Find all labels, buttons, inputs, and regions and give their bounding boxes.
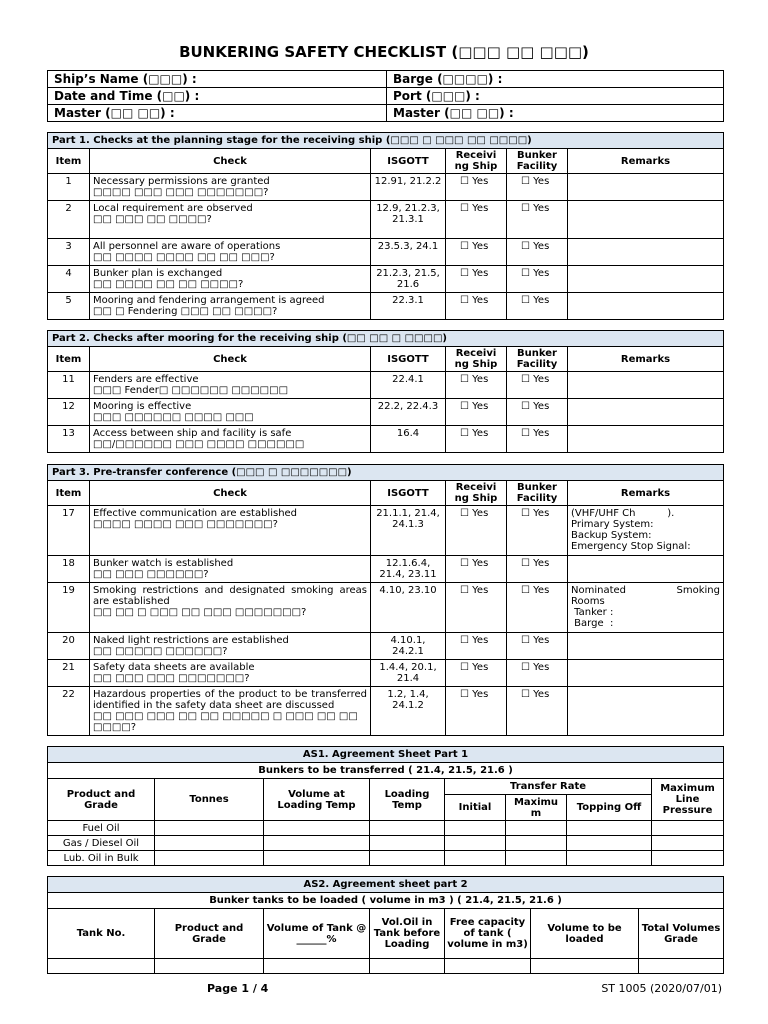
item-number: 1 [48,174,90,201]
check-ko: □□/□□□□□□ □□□ □□□□ □□□□□□ [93,439,305,450]
checklist-row [48,556,724,583]
check-ko: □□□□ □□□□ □□□ □□□□□□□? [93,519,278,530]
check-text [90,426,371,453]
remarks-cell[interactable] [568,687,724,736]
remarks-cell[interactable] [568,583,724,633]
remarks-cell[interactable] [568,556,724,583]
as1-cell[interactable] [506,821,567,836]
item-number: 5 [48,293,90,320]
check-text [90,399,371,426]
check-en: Bunker watch is established [93,558,234,569]
receiving-yes-checkbox[interactable]: ☐ Yes [446,660,507,687]
as1-col-rate: Transfer Rate [445,779,652,795]
as2-cell[interactable] [639,959,724,974]
as1-col-initial: Initial [445,795,506,821]
remarks-cell[interactable] [568,633,724,660]
checklist-row [48,266,724,293]
check-text [90,293,371,320]
check-text [90,372,371,399]
as2-cell[interactable] [531,959,639,974]
checklist-row [48,201,724,239]
part3-table [47,464,724,736]
as2-col-loaded: Volume to be loaded [531,909,639,959]
part1-table [47,132,724,320]
as2-cell[interactable] [264,959,370,974]
isgott-ref: 21.2.3, 21.5, 21.6 [371,266,446,293]
as2-col-free: Free capacity of tank ( volume in m3) [445,909,531,959]
as1-cell[interactable] [567,836,652,851]
isgott-ref: 4.10.1, 24.2.1 [371,633,446,660]
check-en: Necessary permissions are granted [93,176,270,187]
item-number: 21 [48,660,90,687]
as2-col-voloil: Vol.Oil in Tank before Loading [370,909,445,959]
col-remarks: Remarks [568,347,724,372]
check-ko: □□ □□□□ □□□□ □□ □□ □□□? [93,252,275,263]
as1-cell[interactable] [652,851,724,866]
check-en: Bunker plan is exchanged [93,268,223,279]
check-text [90,174,371,201]
remarks-cell[interactable] [568,174,724,201]
item-number: 22 [48,687,90,736]
document-title: BUNKERING SAFETY CHECKLIST (□□□ □□ □□□) [179,43,589,61]
check-text [90,583,371,633]
remarks-cell[interactable] [568,660,724,687]
isgott-ref: 12.9, 21.2.3, 21.3.1 [371,201,446,239]
as2-cell[interactable] [370,959,445,974]
remarks-cell[interactable] [568,293,724,320]
bunker-yes-checkbox[interactable]: ☐ Yes [507,239,568,266]
item-number: 2 [48,201,90,239]
isgott-ref: 16.4 [371,426,446,453]
receiving-yes-checkbox[interactable]: ☐ Yes [446,201,507,239]
check-en: Smoking restrictions and designated smoking areas are established [93,585,367,607]
master-right-field[interactable]: Master (□□ □□) : [387,105,724,122]
isgott-ref: 1.4.4, 20.1, 21.4 [371,660,446,687]
isgott-ref: 21.1.1, 21.4, 24.1.3 [371,506,446,556]
as1-cell[interactable] [155,821,264,836]
as1-col-maximum: Maximu m [506,795,567,821]
check-ko: □□ □□□□ □□ □□ □□□□? [93,279,244,290]
as1-row [48,836,724,851]
remarks-cell[interactable] [568,201,724,239]
ship-info-table [47,70,724,122]
checklist-row [48,687,724,736]
check-text [90,201,371,239]
item-number: 12 [48,399,90,426]
check-text [90,506,371,556]
checklist-row [48,426,724,453]
check-en: Fenders are effective [93,374,199,385]
col-bunker-facility: Bunker Facility [507,481,568,506]
remarks-heading [571,585,720,596]
as1-row [48,821,724,836]
receiving-yes-checkbox[interactable]: ☐ Yes [446,266,507,293]
bunker-yes-checkbox[interactable]: ☐ Yes [507,633,568,660]
remarks-cell[interactable] [568,266,724,293]
receiving-yes-checkbox[interactable]: ☐ Yes [446,239,507,266]
checklist-row [48,506,724,556]
item-number: 20 [48,633,90,660]
col-isgott: ISGOTT [371,481,446,506]
isgott-ref: 12.91, 21.2.2 [371,174,446,201]
col-isgott: ISGOTT [371,149,446,174]
bunker-yes-checkbox[interactable]: ☐ Yes [507,399,568,426]
as1-cell[interactable] [567,851,652,866]
as1-cell[interactable] [445,821,506,836]
bunker-yes-checkbox[interactable]: ☐ Yes [507,372,568,399]
page-number: Page 1 / 4 [207,982,269,995]
as1-cell[interactable] [155,851,264,866]
remarks-cell[interactable] [568,426,724,453]
checklist-row [48,583,724,633]
check-ko: □□□ □□□□□□ □□□□ □□□ [93,412,254,423]
as1-cell[interactable] [506,851,567,866]
receiving-yes-checkbox[interactable]: ☐ Yes [446,506,507,556]
checklist-row [48,372,724,399]
col-check: Check [90,347,371,372]
bunker-yes-checkbox[interactable]: ☐ Yes [507,426,568,453]
remarks-line: Emergency Stop Signal: [571,541,691,552]
isgott-ref: 4.10, 23.10 [371,583,446,633]
check-text [90,660,371,687]
item-number: 17 [48,506,90,556]
checklist-row [48,239,724,266]
as2-col-volume: Volume of Tank @ ______% [264,909,370,959]
as1-row [48,851,724,866]
col-isgott: ISGOTT [371,347,446,372]
isgott-ref: 22.3.1 [371,293,446,320]
check-en: All personnel are aware of operations [93,241,281,252]
as2-col-total: Total Volumes Grade [639,909,724,959]
col-remarks: Remarks [568,149,724,174]
checklist-row [48,633,724,660]
as1-title: AS1. Agreement Sheet Part 1 [48,747,724,763]
as1-cell[interactable] [445,836,506,851]
col-remarks: Remarks [568,481,724,506]
as1-cell[interactable] [652,821,724,836]
remarks-line: Barge : [571,618,614,629]
check-en: Mooring is effective [93,401,192,412]
as1-cell[interactable] [370,821,445,836]
bunker-yes-checkbox[interactable]: ☐ Yes [507,293,568,320]
col-bunker-facility: Bunker Facility [507,347,568,372]
part3-title: Part 3. Pre-transfer conference (□□□ □ □□□□□□□) [48,465,724,481]
as2-cell[interactable] [155,959,264,974]
check-en: Local requirement are observed [93,203,253,214]
as1-cell[interactable] [264,836,370,851]
check-ko: □□□ Fender□ □□□□□□ □□□□□□ [93,385,289,396]
as1-cell[interactable] [264,821,370,836]
col-receiving-ship: Receivi ng Ship [446,481,507,506]
bunker-yes-checkbox[interactable]: ☐ Yes [507,660,568,687]
item-number: 13 [48,426,90,453]
as1-cell[interactable] [652,836,724,851]
remarks-text: Nominated [571,585,627,596]
col-item: Item [48,481,90,506]
col-check: Check [90,481,371,506]
part2-table [47,330,724,453]
remarks-cell[interactable] [568,399,724,426]
receiving-yes-checkbox[interactable]: ☐ Yes [446,372,507,399]
col-receiving-ship: Receivi ng Ship [446,347,507,372]
check-ko: □□ □□□□□ □□□□□□? [93,646,228,657]
remarks-line: Backup System: [571,530,652,541]
check-text [90,266,371,293]
barge-field[interactable]: Barge (□□□□) : [387,71,724,88]
check-ko: □□ □□□ □□□□□□? [93,569,209,580]
receiving-yes-checkbox[interactable]: ☐ Yes [446,633,507,660]
check-text [90,687,371,736]
col-receiving-ship: Receivi ng Ship [446,149,507,174]
as1-product-label: Fuel Oil [48,821,155,836]
check-ko: □□ □□ □ □□□ □□ □□□ □□□□□□□? [93,607,307,618]
as1-cell[interactable] [370,836,445,851]
date-time-field[interactable]: Date and Time (□□) : [48,88,387,105]
as2-col-product: Product and Grade [155,909,264,959]
checklist-row [48,660,724,687]
check-text [90,633,371,660]
item-number: 11 [48,372,90,399]
as1-cell[interactable] [155,836,264,851]
check-ko: □□ □□□ □□□ □□ □□ □□□□□ □ □□□ □□ □□ □□□□? [93,711,358,733]
item-number: 19 [48,583,90,633]
part1-title: Part 1. Checks at the planning stage for the receiving ship (□□□ □ □□□ □□ □□□□) [48,133,724,149]
bunker-yes-checkbox[interactable]: ☐ Yes [507,687,568,736]
remarks-line: Primary System: [571,519,654,530]
receiving-yes-checkbox[interactable]: ☐ Yes [446,687,507,736]
as1-product-label: Lub. Oil in Bulk [48,851,155,866]
check-en: Mooring and fendering arrangement is agreed [93,295,325,306]
as2-subtitle: Bunker tanks to be loaded ( volume in m3 ) ( 21.4, 21.5, 21.6 ) [48,893,724,909]
port-field[interactable]: Port (□□□) : [387,88,724,105]
as1-col-temp: Loading Temp [370,779,445,821]
as2-cell[interactable] [48,959,155,974]
check-en: Access between ship and facility is safe [93,428,292,439]
checklist-row [48,399,724,426]
remarks-line: (VHF/UHF Ch ). [571,508,675,519]
checklist-row [48,174,724,201]
item-number: 3 [48,239,90,266]
as2-title: AS2. Agreement sheet part 2 [48,877,724,893]
check-en: Naked light restrictions are established [93,635,289,646]
receiving-yes-checkbox[interactable]: ☐ Yes [446,293,507,320]
check-text [90,556,371,583]
as1-cell[interactable] [445,851,506,866]
check-en: Effective communication are established [93,508,298,519]
as2-col-tank: Tank No. [48,909,155,959]
remarks-line: Rooms [571,596,605,607]
as1-col-product: Product and Grade [48,779,155,821]
isgott-ref: 22.4.1 [371,372,446,399]
ship-name-field[interactable]: Ship’s Name (□□□) : [48,71,387,88]
isgott-ref: 12.1.6.4, 21.4, 23.11 [371,556,446,583]
bunker-yes-checkbox[interactable]: ☐ Yes [507,556,568,583]
as1-cell[interactable] [567,821,652,836]
receiving-yes-checkbox[interactable]: ☐ Yes [446,556,507,583]
receiving-yes-checkbox[interactable]: ☐ Yes [446,583,507,633]
checklist-row [48,293,724,320]
as1-cell[interactable] [264,851,370,866]
check-ko: □□ □ Fendering □□□ □□ □□□□? [93,306,278,317]
check-en: Safety data sheets are available [93,662,255,673]
isgott-ref: 22.2, 22.4.3 [371,399,446,426]
receiving-yes-checkbox[interactable]: ☐ Yes [446,399,507,426]
as1-table [47,746,724,866]
check-ko: □□ □□□ □□□ □□□□□□□? [93,673,250,684]
col-bunker-facility: Bunker Facility [507,149,568,174]
remarks-cell[interactable] [568,506,724,556]
item-number: 18 [48,556,90,583]
receiving-yes-checkbox[interactable]: ☐ Yes [446,174,507,201]
isgott-ref: 1.2, 1.4, 24.1.2 [371,687,446,736]
remarks-cell[interactable] [568,372,724,399]
check-ko: □□ □□□ □□ □□□□? [93,214,212,225]
as1-col-pressure: Maximum Line Pressure [652,779,724,821]
bunker-yes-checkbox[interactable]: ☐ Yes [507,583,568,633]
as1-col-tonnes: Tonnes [155,779,264,821]
master-left-field[interactable]: Master (□□ □□) : [48,105,387,122]
isgott-ref: 23.5.3, 24.1 [371,239,446,266]
remarks-text: Smoking [676,585,720,596]
as1-col-volume: Volume at Loading Temp [264,779,370,821]
bunker-yes-checkbox[interactable]: ☐ Yes [507,506,568,556]
bunker-yes-checkbox[interactable]: ☐ Yes [507,266,568,293]
document-code: ST 1005 (2020/07/01) [601,982,722,995]
bunker-yes-checkbox[interactable]: ☐ Yes [507,174,568,201]
bunker-yes-checkbox[interactable]: ☐ Yes [507,201,568,239]
item-number: 4 [48,266,90,293]
as1-cell[interactable] [506,836,567,851]
part2-title: Part 2. Checks after mooring for the receiving ship (□□ □□ □ □□□□) [48,331,724,347]
as2-cell[interactable] [445,959,531,974]
col-item: Item [48,347,90,372]
check-text [90,239,371,266]
remarks-cell[interactable] [568,239,724,266]
as1-subtitle: Bunkers to be transferred ( 21.4, 21.5, 21.6 ) [48,763,724,779]
as1-product-label: Gas / Diesel Oil [48,836,155,851]
as1-cell[interactable] [370,851,445,866]
as2-table [47,876,724,974]
remarks-line: Tanker : [571,607,614,618]
as1-col-topping: Topping Off [567,795,652,821]
col-item: Item [48,149,90,174]
col-check: Check [90,149,371,174]
check-en: Hazardous properties of the product to be transferred identified in the safety data sheet are discussed [93,689,367,711]
receiving-yes-checkbox[interactable]: ☐ Yes [446,426,507,453]
check-ko: □□□□ □□□ □□□ □□□□□□□? [93,187,269,198]
